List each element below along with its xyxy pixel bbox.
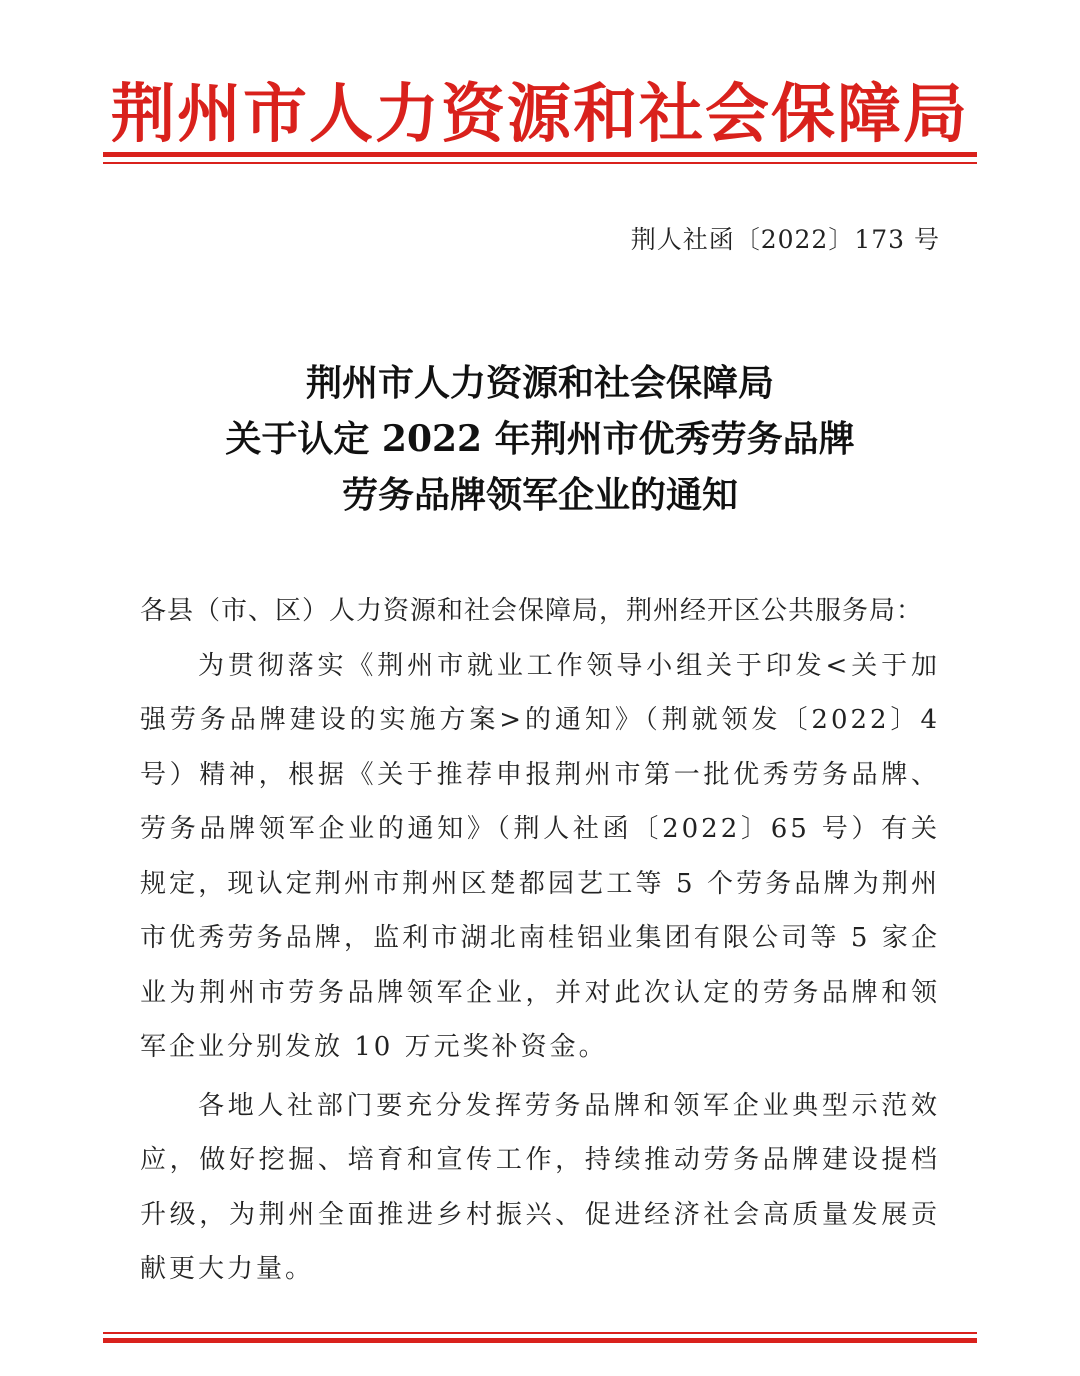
header-red-rule-thin — [103, 162, 977, 164]
salutation: 各县（市、区）人力资源和社会保障局，荆州经开区公共服务局： — [140, 596, 924, 626]
document-number: 荆人社函〔2022〕173 号 — [630, 225, 940, 254]
notice-title-line-3: 劳务品牌领军企业的通知 — [341, 474, 738, 516]
paragraph-1: 为贯彻落实《荆州市就业工作领导小组关于印发<关于加强劳务品牌建设的实施方案>的通知》（荆就领发〔2022〕4 号）精神，根据《关于推荐申报荆州市第一批优秀劳务品牌、劳务品牌领军企业的通知》（荆人社函〔2022〕65 号）有关规定，现认定荆州市荆州区楚都园艺工等 5 个劳务品牌为荆州市优秀劳务品牌，监利市湖北南桂铝业集团有限公司等 5 家企业为荆州市劳务品牌领军企业，并对此次认定的劳务品牌和领军企业分别发放 10 万元奖补资金。 — [140, 650, 940, 1062]
notice-title — [0, 355, 1080, 523]
paragraph-2: 各地人社部门要充分发挥劳务品牌和领军企业典型示范效应，做好挖掘、培育和宣传工作，持续推动劳务品牌建设提档升级，为荆州全面推进乡村振兴、促进经济社会高质量发展贡献更大力量。 — [140, 1090, 940, 1284]
org-header-title: 荆州市人力资源和社会保障局 — [111, 77, 969, 152]
header-red-rule-thick — [103, 152, 977, 157]
footer-red-rule-thick — [103, 1338, 977, 1343]
notice-body — [140, 584, 940, 1297]
notice-title-line-1: 荆州市人力资源和社会保障局 — [305, 362, 774, 404]
notice-title-line-2: 关于认定 2022 年荆州市优秀劳务品牌 — [225, 418, 855, 460]
footer-red-rule-thin — [103, 1332, 977, 1334]
